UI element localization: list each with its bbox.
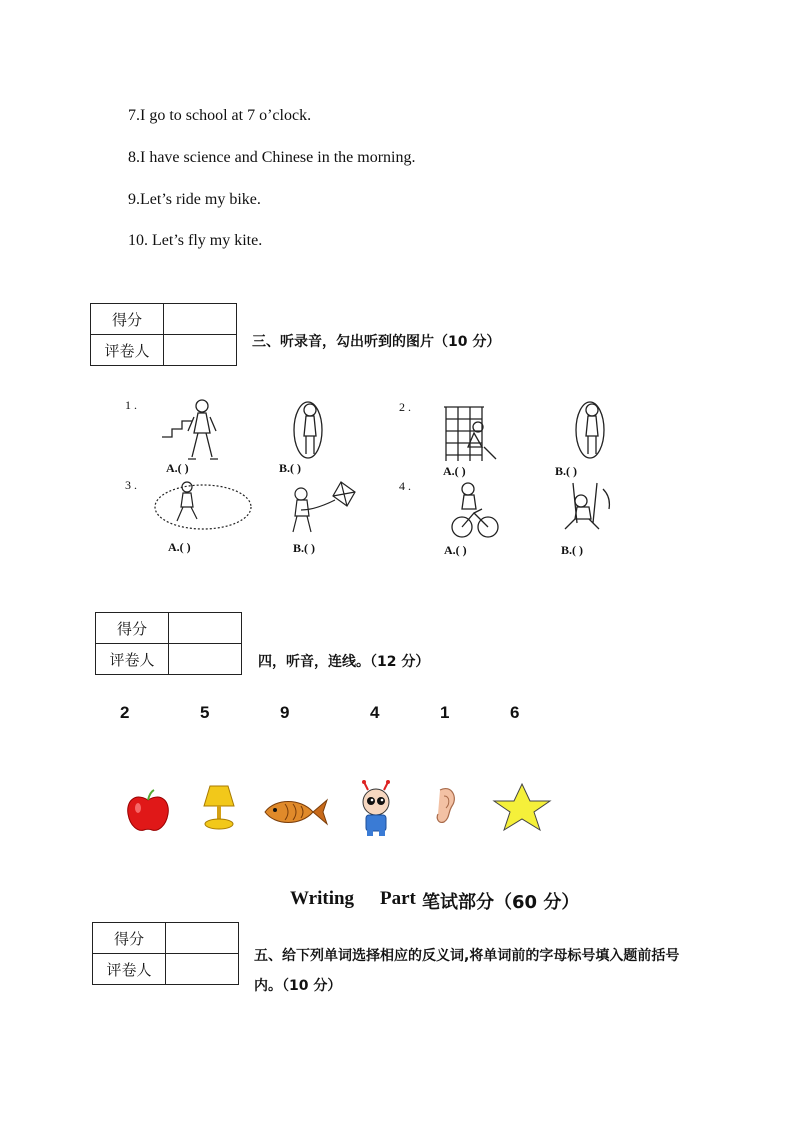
grader-label: 评卷人	[93, 954, 166, 985]
grader-cell[interactable]	[166, 954, 239, 985]
walking-boy-picture	[158, 393, 238, 465]
match-number-2[interactable]: 5	[200, 703, 210, 722]
section4-heading: 四，听音，连线。（12 分）	[258, 654, 430, 670]
match-number-3[interactable]: 9	[280, 703, 290, 722]
score-box-section4	[95, 612, 242, 675]
q1-option-b[interactable]: B.( )	[279, 461, 301, 475]
grader-label: 评卷人	[96, 644, 169, 675]
jump-rope-girl-picture-2	[568, 398, 618, 466]
flying-kite-picture	[283, 478, 363, 538]
match-number-6[interactable]: 6	[510, 703, 520, 722]
sentence-9: 9.Let’s ride my bike.	[128, 191, 261, 208]
fish-icon[interactable]	[261, 794, 329, 830]
match-number-1[interactable]: 2	[120, 703, 130, 722]
q1-option-a[interactable]: A.( )	[166, 461, 189, 475]
grader-cell[interactable]	[164, 335, 237, 366]
climbing-net-picture	[438, 403, 504, 465]
question-2-number: 2 .	[399, 400, 411, 414]
grader-label: 评卷人	[91, 335, 164, 366]
q3-option-a[interactable]: A.( )	[168, 540, 191, 554]
score-label: 得分	[93, 923, 166, 954]
score-cell[interactable]	[164, 304, 237, 335]
sentence-7: 7.I go to school at 7 o’clock.	[128, 107, 312, 124]
match-number-4[interactable]: 4	[370, 703, 380, 722]
q3-option-b[interactable]: B.( )	[293, 541, 315, 555]
grader-cell[interactable]	[169, 644, 242, 675]
match-number-5[interactable]: 1	[440, 703, 450, 722]
ear-icon[interactable]	[432, 784, 458, 826]
writing-part-title-en2: Part	[380, 888, 416, 909]
lamp-icon[interactable]	[198, 782, 240, 832]
question-4-number: 4 .	[399, 479, 411, 493]
score-label: 得分	[96, 613, 169, 644]
section5-heading: 五、给下列单词选择相应的反义词,将单词前的字母标号填入题前括号内。（10 分）	[254, 948, 680, 994]
running-track-picture	[153, 477, 253, 533]
question-1-number: 1 .	[125, 398, 137, 412]
jump-rope-girl-picture	[286, 398, 336, 466]
doll-icon[interactable]	[356, 780, 396, 838]
question-3-number: 3 .	[125, 478, 137, 492]
section3-heading: 三、听录音，勾出听到的图片（10 分）	[252, 334, 501, 350]
q4-option-a[interactable]: A.( )	[444, 543, 467, 557]
sentence-8: 8.I have science and Chinese in the morning.	[128, 149, 416, 166]
score-cell[interactable]	[166, 923, 239, 954]
writing-part-title-en1: Writing	[290, 888, 355, 909]
riding-bike-picture	[450, 481, 500, 541]
score-label: 得分	[91, 304, 164, 335]
apple-icon[interactable]	[124, 788, 172, 834]
star-icon[interactable]	[490, 782, 554, 832]
swing-picture	[553, 481, 617, 541]
sentence-10: 10. Let’s fly my kite.	[128, 232, 263, 249]
q4-option-b[interactable]: B.( )	[561, 543, 583, 557]
q2-option-b[interactable]: B.( )	[555, 464, 577, 478]
score-box-section5	[92, 922, 239, 985]
q2-option-a[interactable]: A.( )	[443, 464, 466, 478]
score-cell[interactable]	[169, 613, 242, 644]
writing-part-title-cn: 笔试部分（60 分）	[422, 892, 580, 913]
score-box-section3	[90, 303, 237, 366]
